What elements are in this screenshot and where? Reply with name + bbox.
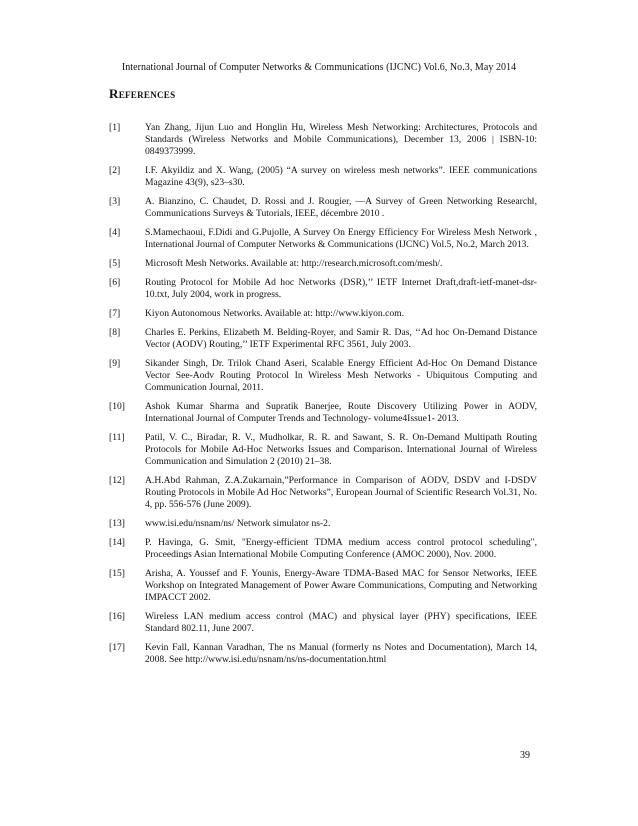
reference-item — [109, 568, 537, 604]
reference-text: Wireless LAN medium access control (MAC) and physical layer (PHY) specifications, IEEE Standard 802.11, June 2007. — [145, 611, 537, 634]
reference-item — [109, 122, 537, 158]
reference-number: [17] — [109, 642, 125, 653]
reference-text: www.isi.edu/nsnam/ns/ Network simulator ns-2. — [145, 518, 331, 529]
reference-text: Patil, V. C., Biradar, R. V., Mudholkar, R. R. and Sawant, S. R. On-Demand Multipath Routing Protocols for Mobile Ad-Hoc Networks Issues and Comparison. International Journal of Wireless Communication and Simulation 2 (2010) 21–38. — [145, 432, 537, 467]
reference-number: [13] — [109, 518, 125, 529]
reference-item — [109, 327, 537, 351]
reference-item — [109, 611, 537, 635]
reference-item — [109, 358, 537, 394]
reference-number: [14] — [109, 537, 125, 548]
reference-item — [109, 196, 537, 220]
reference-number: [3] — [109, 196, 121, 207]
reference-number: [12] — [109, 475, 125, 486]
reference-item — [109, 642, 537, 666]
reference-number: [2] — [109, 165, 121, 176]
reference-number: [10] — [109, 401, 125, 412]
reference-item — [109, 518, 537, 530]
reference-text: Microsoft Mesh Networks. Available at: http://research.microsoft.com/mesh/. — [145, 258, 443, 269]
reference-item — [109, 475, 537, 511]
reference-text: Kevin Fall, Kannan Varadhan, The ns Manual (formerly ns Notes and Documentation), March 14, 2008. See http://www.isi.edu/nsnam/ns/ns-documentation.html — [145, 642, 537, 665]
reference-text: S.Mamechaoui, F.Didi and G.Pujolle, A Survey On Energy Efficiency For Wireless Mesh Network , International Journal of Computer Networks & Communications (IJCNC) Vol.5, No.2, March 2013. — [145, 227, 537, 250]
reference-item — [109, 258, 537, 270]
reference-number: [1] — [109, 122, 121, 133]
running-header: International Journal of Computer Networks & Communications (IJCNC) Vol.6, No.3, May 2014 — [121, 62, 517, 73]
reference-number: [16] — [109, 611, 125, 622]
reference-number: [5] — [109, 258, 121, 269]
reference-number: [15] — [109, 568, 125, 579]
reference-text: A.H.Abd Rahman, Z.A.Zukarnain,”Performance in Comparison of AODV, DSDV and I-DSDV Routing Protocols in Mobile Ad Hoc Networks”, European Journal of Scientific Research Vol.31, No. 4, pp. 556-576 (June 2009). — [145, 475, 537, 510]
reference-text: Ashok Kumar Sharma and Supratik Banerjee, Route Discovery Utilizing Power in AODV, International Journal of Computer Trends and Technology- volume4Issue1- 2013. — [145, 401, 537, 424]
reference-text: P. Havinga, G. Smit, "Energy-efficient TDMA medium access control protocol scheduling", Proceedings Asian International Mobile Computing Conference (AMOC 2000), Nov. 2000. — [145, 537, 537, 560]
reference-text: Yan Zhang, Jijun Luo and Honglin Hu, Wireless Mesh Networking: Architectures, Protocols and Standards (Wireless Networks and Mobile Communications), December 13, 2006 | ISBN-10: 0849373999. — [145, 122, 537, 157]
reference-text: Arisha, A. Youssef and F. Younis, Energy-Aware TDMA-Based MAC for Sensor Networks, IEEE Workshop on Integrated Management of Power Aware Communications, Computing and Networking IMPACCT 2002. — [145, 568, 537, 603]
reference-number: [4] — [109, 227, 121, 238]
reference-number: [6] — [109, 277, 121, 288]
reference-item — [109, 277, 537, 301]
references-heading: References — [109, 86, 176, 101]
reference-text: Charles E. Perkins, Elizabeth M. Belding-Royer, and Samir R. Das, ‘‘Ad hoc On-Demand Distance Vector (AODV) Routing,’’ IETF Experimental RFC 3561, July 2003. — [145, 327, 537, 350]
reference-list — [109, 122, 537, 666]
reference-number: [9] — [109, 358, 121, 369]
reference-item — [109, 165, 537, 189]
reference-item — [109, 401, 537, 425]
reference-number: [7] — [109, 308, 121, 319]
reference-text: I.F. Akyildiz and X. Wang, (2005) “A survey on wireless mesh networks”. IEEE communications Magazine 43(9), s23–s30. — [145, 165, 537, 188]
reference-text: Sikander Singh, Dr. Trilok Chand Aseri, Scalable Energy Efficient Ad-Hoc On Demand Distance Vector See-Aodv Routing Protocol In Wireless Mesh Networks - Ubiquitous Computing and Communication Journal, 2011. — [145, 358, 537, 393]
reference-item — [109, 432, 537, 468]
page-number: 39 — [520, 750, 530, 761]
reference-text: Kiyon Autonomous Networks. Available at: http://www.kiyon.com. — [145, 308, 405, 319]
reference-item — [109, 227, 537, 251]
reference-number: [11] — [109, 432, 125, 443]
reference-item — [109, 308, 537, 320]
reference-text: Routing Protocol for Mobile Ad hoc Networks (DSR),’’ IETF Internet Draft,draft-ietf-manet-dsr-10.txt, July 2004, work in progress. — [145, 277, 537, 300]
reference-number: [8] — [109, 327, 121, 338]
reference-text: A. Bianzino, C. Chaudet, D. Rossi and J. Rougier, ―A Survey of Green Networking Research‖, Communications Surveys & Tutorials, IEEE, décembre 2010 . — [145, 196, 537, 219]
reference-item — [109, 537, 537, 561]
